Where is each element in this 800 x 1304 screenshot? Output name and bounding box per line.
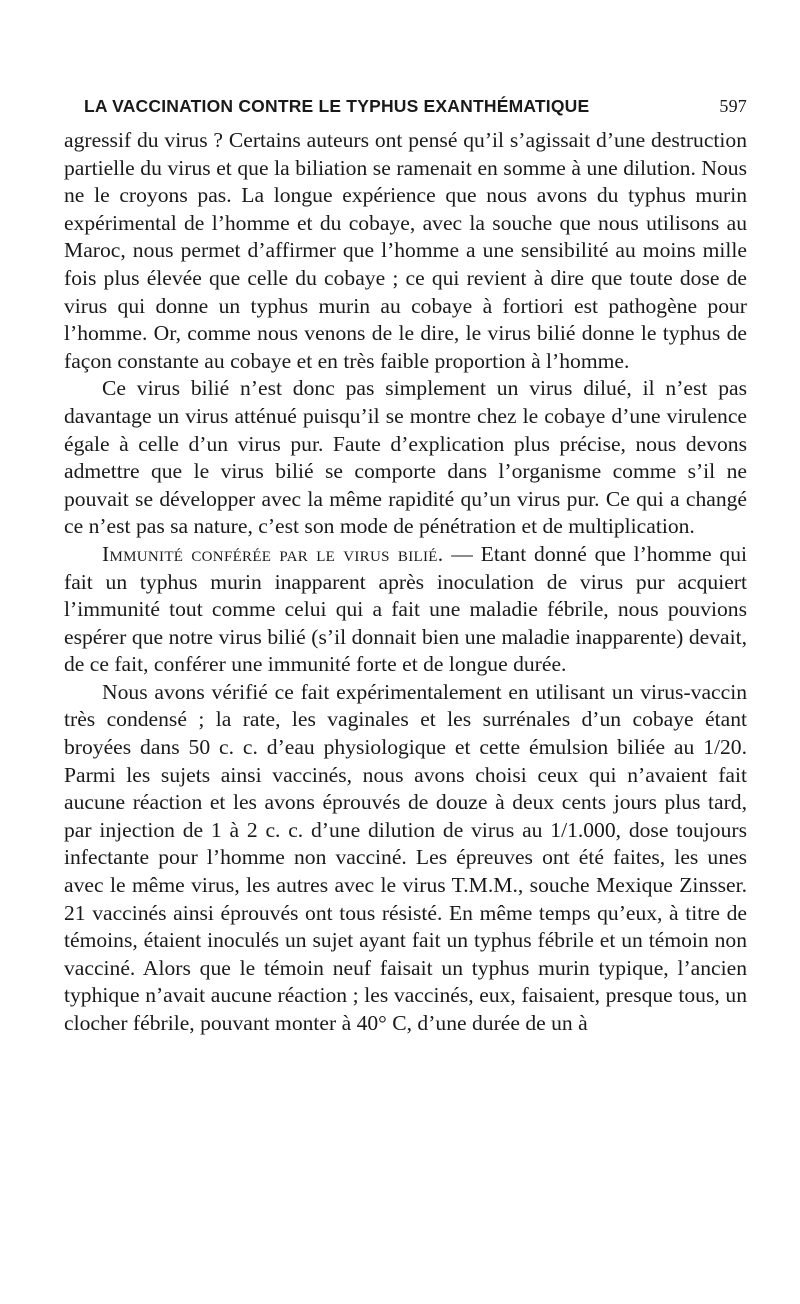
paragraph-4: Nous avons vérifié ce fait expérimentalement en utilisant un virus-vaccin très condensé ; la rate, les vaginales et les surrénales d’un cobaye étant broyées dans 50 c. c. d’eau physiologique et cette émulsion biliée au 1/20. Parmi les sujets ainsi vaccinés, nous avons choisi ceux qui n’avaient fait aucune réaction et les avons éprouvés de douze à deux cents jours plus tard, par injection de 1 à 2 c. c. d’une dilution de virus au 1/1.000, dose toujours infectante pour l’homme non vacciné. Les épreuves ont été faites, les unes avec le même virus, les autres avec le virus T.M.M., souche Mexique Zinsser. 21 vaccinés ainsi éprouvés ont tous résisté. En même temps qu’eux, à titre de témoins, étaient inoculés un sujet ayant fait un typhus fébrile et un témoin non vacciné. Alors que le témoin neuf faisait un typhus murin typique, l’ancien typhique n’avait aucune réaction ; les vaccinés, eux, faisaient, presque tous, un clocher fébrile, pouvant monter à 40° C, d’une durée de un à xyxy=(64,679,747,1035)
paragraph-1: agressif du virus ? Certains auteurs ont pensé qu’il s’agissait d’une destruction partielle du virus et que la biliation se ramenait en somme à une dilution. Nous ne le croyons pas. La longue expérience que nous avons du typhus murin expérimental de l’homme et du cobaye, avec la souche que nous utilisons au Maroc, nous permet d’affirmer que l’homme a une sensibilité au moins mille fois plus élevée que celle du cobaye ; ce qui revient à dire que toute dose de virus qui donne un typhus murin au cobaye à fortiori est pathogène pour l’homme. Or, comme nous venons de le dire, le virus bilié donne le typhus de façon constante au cobaye et en très faible proportion à l’homme. xyxy=(64,128,747,373)
paragraph-3 xyxy=(64,541,747,679)
page-number: 597 xyxy=(719,96,747,116)
section-heading: Immunité conférée par le virus bilié. xyxy=(102,541,444,566)
body-text xyxy=(64,127,747,1038)
running-header xyxy=(84,96,747,117)
paragraph-3-text: — Etant donné que l’homme qui fait un typhus murin inapparent après inoculation de virus pur acquiert l’immunité tout comme celui qui a fait une maladie fébrile, nous pouvions espérer que notre virus bilié (s’il donnait bien une maladie inapparente) devait, de ce fait, conférer une immunité forte et de longue durée. xyxy=(64,541,747,677)
page xyxy=(64,96,747,1038)
paragraph-2: Ce virus bilié n’est donc pas simplement un virus dilué, il n’est pas davantage un virus atténué puisqu’il se montre chez le cobaye d’une virulence égale à celle d’un virus pur. Faute d’explication plus précise, nous devons admettre que le virus bilié se comporte dans l’organisme comme s’il ne pouvait se développer avec la même rapidité qu’un virus pur. Ce qui a changé ce n’est pas sa nature, c’est son mode de pénétration et de multiplication. xyxy=(64,376,747,539)
running-title: LA VACCINATION CONTRE LE TYPHUS EXANTHÉMATIQUE xyxy=(84,96,590,116)
